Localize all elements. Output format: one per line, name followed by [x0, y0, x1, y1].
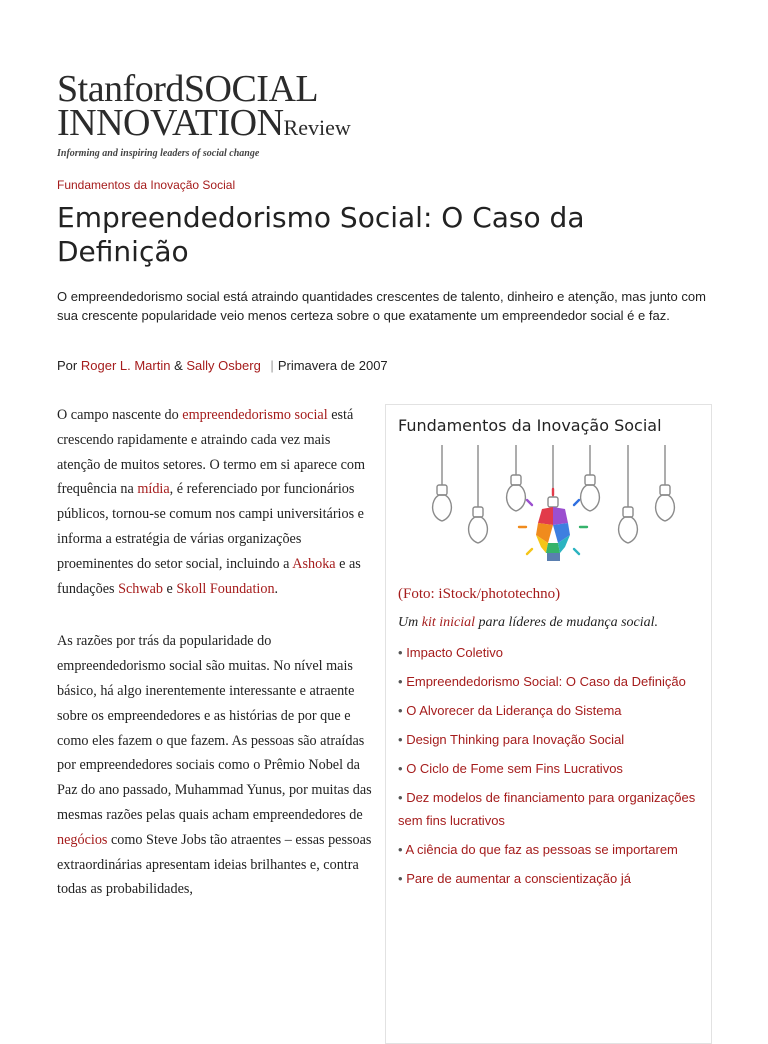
list-item [398, 786, 701, 832]
intro-text-before: Um [398, 615, 422, 630]
list-item [398, 757, 701, 780]
bullet: • [398, 703, 403, 718]
article-body [57, 403, 377, 930]
series-article-list [398, 641, 701, 890]
bullet: • [398, 790, 403, 805]
logo-line-1: StanfordSOCIAL [57, 68, 319, 110]
issue-date: Primavera de 2007 [277, 358, 388, 373]
list-item [398, 728, 701, 751]
byline-prefix: Por [57, 358, 78, 373]
ssir-logo[interactable] [57, 68, 402, 159]
article-dek: O empreendedorismo social está atraindo quantidades crescentes de talento, dinheiro e atenção, mas junto com sua crescente popularidade veio menos certeza sobre o que exatamente um empreendedor social é e faz. [57, 289, 706, 323]
series-link-pare-conscientizacao[interactable]: Pare de aumentar a conscientização já [406, 871, 631, 886]
bullet: • [398, 871, 403, 886]
text-run: como Steve Jobs tão atraentes – essas pessoas extraordinárias apresentam ideias brilhantes e, contra todas as probabilidades, [57, 831, 372, 898]
text-run: As razões por trás da popularidade do empreendedorismo social são muitas. No nível mais básico, há algo inerentemente interessante e atraente sobre os empreendedores e as histórias de por que e como eles fazem o que fazem. As pessoas são atraídas por empreendedores sociais como o Prêmio Nobel da Paz do ano passado, Muhammad Yunus, por muitas das mesmas razões pelas quais acham empreendedores de [57, 633, 372, 823]
list-item [398, 641, 701, 664]
list-item [398, 699, 701, 722]
body-paragraph-1 [57, 403, 377, 601]
list-item [398, 838, 701, 861]
sidebar-intro [398, 615, 701, 631]
author-link-roger-martin[interactable]: Roger L. Martin [80, 358, 171, 373]
logo-innovation: INNOVATION [57, 102, 284, 144]
article-title: Empreendedorismo Social: O Caso da Definição [57, 201, 585, 268]
bullet: • [398, 761, 403, 776]
logo-review: Review [283, 115, 351, 140]
byline-amp: & [174, 358, 183, 373]
body-paragraph-2 [57, 629, 377, 902]
link-schwab[interactable]: Schwab [118, 580, 163, 597]
series-link-ciencia-importarem[interactable]: A ciência do que faz as pessoas se importarem [405, 842, 678, 857]
text-run: O campo nascente do [57, 407, 183, 423]
text-run: . [274, 580, 279, 597]
photo-caption: (Foto: iStock/phototechno) [398, 586, 561, 602]
bullet: • [398, 674, 403, 689]
lightbulbs-illustration [408, 445, 688, 580]
author-link-sally-osberg[interactable]: Sally Osberg [186, 358, 261, 373]
bullet: • [398, 842, 403, 857]
article-kicker-link[interactable]: Fundamentos da Inovação Social [57, 178, 236, 192]
text-run: está crescendo rapidamente e atraindo cada vez mais atenção de muitos setores. O termo em si aparece com frequência na [57, 407, 366, 498]
list-item [398, 670, 701, 693]
series-link-empreendedorismo-social[interactable]: Empreendedorismo Social: O Caso da Definição [406, 674, 686, 689]
sidebar-series-box [385, 404, 712, 1044]
byline-separator: | [270, 358, 274, 373]
sidebar-title: Fundamentos da Inovação Social [398, 416, 662, 435]
link-empreendedorismo-social[interactable]: empreendedorismo social [182, 407, 328, 423]
logo-line-2 [57, 102, 402, 145]
starter-kit-link[interactable]: kit inicial [421, 615, 475, 630]
link-skoll-foundation[interactable]: Skoll Foundation [176, 580, 275, 597]
logo-tagline: Informing and inspiring leaders of social change [57, 148, 260, 159]
series-link-alvorecer-lideranca[interactable]: O Alvorecer da Liderança do Sistema [406, 703, 622, 718]
text-run: , é referenciado por funcionários públicos, tornou-se comum nos campi universitários e informa a estratégia de várias organizações proeminentes do setor social, incluindo a [57, 481, 364, 572]
intro-text-after: para líderes de mudança social. [475, 615, 659, 630]
link-ashoka[interactable]: Ashoka [292, 555, 336, 572]
series-link-impacto-coletivo[interactable]: Impacto Coletivo [406, 645, 504, 660]
link-negocios[interactable]: negócios [57, 831, 108, 848]
text-run: e [162, 580, 177, 597]
series-link-design-thinking[interactable]: Design Thinking para Inovação Social [406, 732, 625, 747]
link-midia[interactable]: mídia [137, 481, 170, 498]
text-run: e as fundações [57, 555, 361, 597]
series-link-dez-modelos[interactable]: Dez modelos de financiamento para organizações sem fins lucrativos [398, 790, 696, 828]
colorful-bulb [519, 489, 587, 561]
bullet: • [398, 732, 403, 747]
bullet: • [398, 645, 403, 660]
list-item [398, 867, 701, 890]
series-link-ciclo-fome[interactable]: O Ciclo de Fome sem Fins Lucrativos [406, 761, 623, 776]
byline [57, 358, 388, 373]
